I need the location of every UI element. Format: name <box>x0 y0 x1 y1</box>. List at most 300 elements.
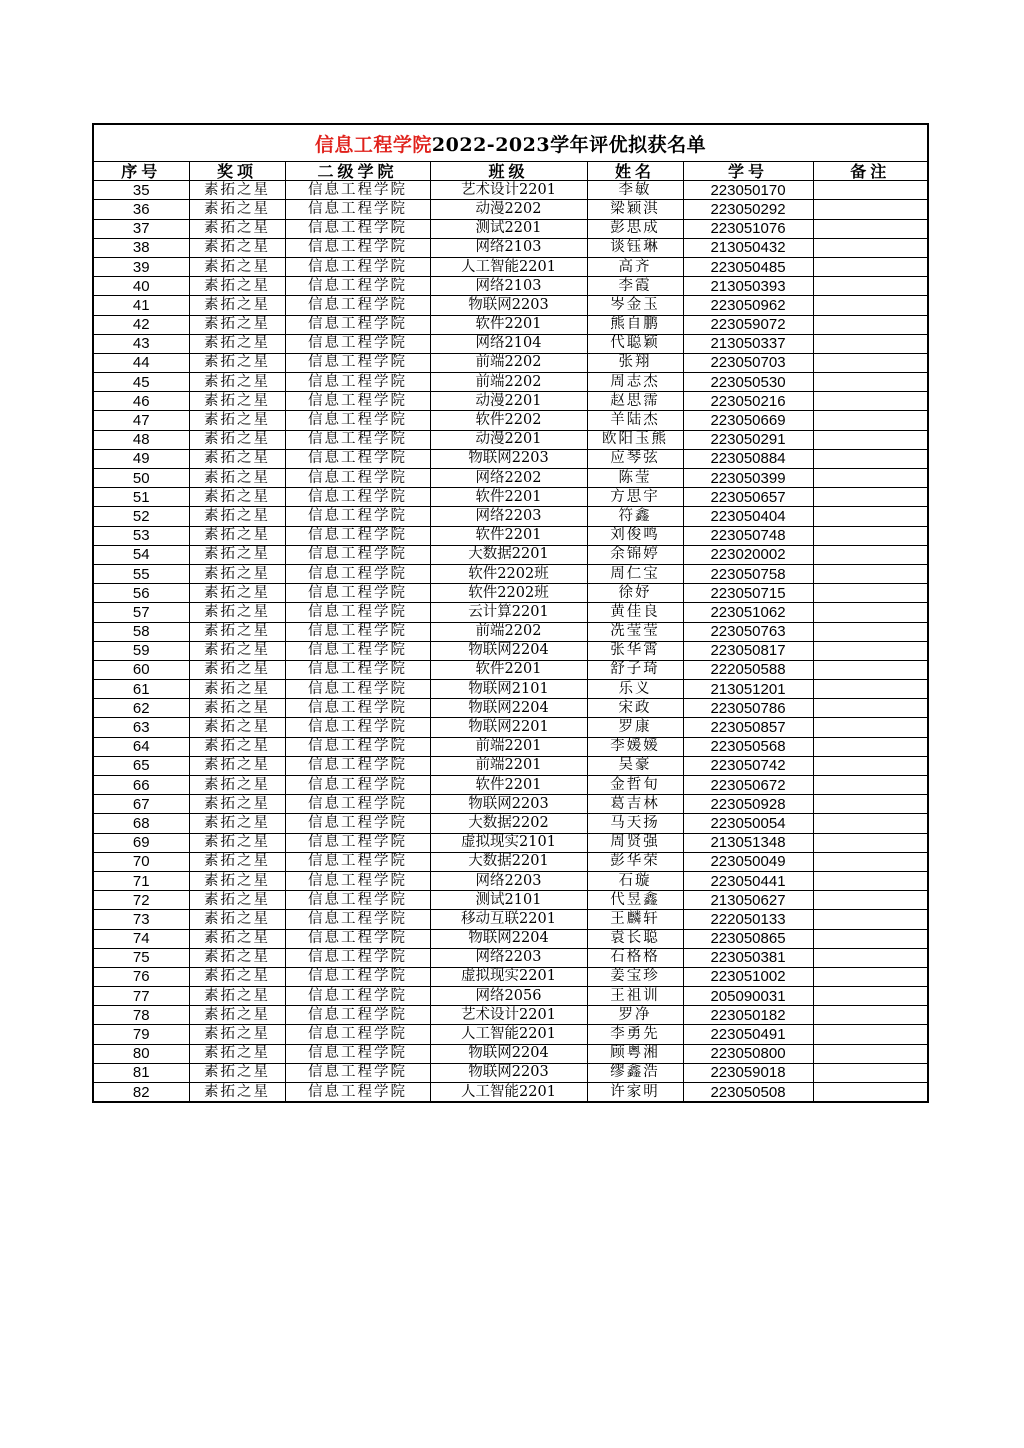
cell-name: 代聪颖 <box>587 334 683 353</box>
cell-college: 信息工程学院 <box>285 814 430 833</box>
table-row <box>94 795 927 814</box>
cell-seq: 69 <box>94 833 189 852</box>
cell-seq: 81 <box>94 1063 189 1082</box>
cell-class: 人工智能2201 <box>430 257 587 276</box>
cell-award: 素拓之星 <box>189 545 285 564</box>
cell-name: 石格格 <box>587 948 683 967</box>
cell-award: 素拓之星 <box>189 449 285 468</box>
table-row <box>94 411 927 430</box>
table-row <box>94 238 927 257</box>
cell-student-id: 223059018 <box>683 1063 813 1082</box>
cell-remarks <box>813 353 927 372</box>
cell-student-id: 223050703 <box>683 353 813 372</box>
header-award: 奖项 <box>189 162 285 181</box>
cell-award: 素拓之星 <box>189 430 285 449</box>
cell-name: 许家明 <box>587 1083 683 1102</box>
cell-award: 素拓之星 <box>189 910 285 929</box>
cell-class: 大数据2201 <box>430 545 587 564</box>
table-row <box>94 469 927 488</box>
table-row <box>94 545 927 564</box>
cell-name: 赵思霈 <box>587 392 683 411</box>
cell-award: 素拓之星 <box>189 776 285 795</box>
cell-seq: 35 <box>94 181 189 200</box>
cell-student-id: 223050568 <box>683 737 813 756</box>
cell-student-id: 205090031 <box>683 987 813 1006</box>
table-row <box>94 871 927 890</box>
cell-seq: 70 <box>94 852 189 871</box>
cell-remarks <box>813 564 927 583</box>
cell-remarks <box>813 238 927 257</box>
cell-remarks <box>813 641 927 660</box>
cell-seq: 66 <box>94 776 189 795</box>
cell-remarks <box>813 219 927 238</box>
cell-remarks <box>813 833 927 852</box>
cell-remarks <box>813 948 927 967</box>
cell-award: 素拓之星 <box>189 680 285 699</box>
cell-remarks <box>813 603 927 622</box>
cell-award: 素拓之星 <box>189 353 285 372</box>
cell-college: 信息工程学院 <box>285 910 430 929</box>
cell-name: 周仁宝 <box>587 564 683 583</box>
cell-remarks <box>813 756 927 775</box>
cell-award: 素拓之星 <box>189 987 285 1006</box>
cell-seq: 77 <box>94 987 189 1006</box>
table-row <box>94 737 927 756</box>
cell-name: 舒子琦 <box>587 660 683 679</box>
header-name: 姓名 <box>587 162 683 181</box>
cell-remarks <box>813 622 927 641</box>
cell-seq: 61 <box>94 680 189 699</box>
cell-name: 罗康 <box>587 718 683 737</box>
cell-student-id: 222050588 <box>683 660 813 679</box>
cell-remarks <box>813 181 927 200</box>
cell-student-id: 223050748 <box>683 526 813 545</box>
cell-college: 信息工程学院 <box>285 699 430 718</box>
cell-student-id: 223050491 <box>683 1025 813 1044</box>
cell-award: 素拓之星 <box>189 622 285 641</box>
cell-college: 信息工程学院 <box>285 1083 430 1102</box>
cell-name: 徐妤 <box>587 584 683 603</box>
cell-name: 姜宝珍 <box>587 967 683 986</box>
cell-remarks <box>813 699 927 718</box>
cell-seq: 53 <box>94 526 189 545</box>
cell-seq: 79 <box>94 1025 189 1044</box>
cell-college: 信息工程学院 <box>285 737 430 756</box>
cell-name: 罗净 <box>587 1006 683 1025</box>
cell-student-id: 223050508 <box>683 1083 813 1102</box>
cell-college: 信息工程学院 <box>285 871 430 890</box>
cell-class: 前端2201 <box>430 737 587 756</box>
cell-seq: 74 <box>94 929 189 948</box>
cell-award: 素拓之星 <box>189 1044 285 1063</box>
cell-class: 物联网2203 <box>430 296 587 315</box>
title-college: 信息工程学院 <box>314 133 432 156</box>
table-row <box>94 430 927 449</box>
cell-remarks <box>813 967 927 986</box>
cell-remarks <box>813 1063 927 1082</box>
cell-name: 李勇先 <box>587 1025 683 1044</box>
cell-seq: 72 <box>94 891 189 910</box>
cell-student-id: 213050337 <box>683 334 813 353</box>
table-row <box>94 929 927 948</box>
cell-student-id: 223050170 <box>683 181 813 200</box>
cell-college: 信息工程学院 <box>285 200 430 219</box>
cell-class: 软件2202 <box>430 411 587 430</box>
cell-award: 素拓之星 <box>189 1006 285 1025</box>
cell-name: 李敏 <box>587 181 683 200</box>
cell-remarks <box>813 469 927 488</box>
cell-class: 人工智能2201 <box>430 1025 587 1044</box>
cell-college: 信息工程学院 <box>285 1006 430 1025</box>
cell-college: 信息工程学院 <box>285 296 430 315</box>
cell-college: 信息工程学院 <box>285 411 430 430</box>
cell-college: 信息工程学院 <box>285 622 430 641</box>
cell-seq: 56 <box>94 584 189 603</box>
cell-class: 大数据2201 <box>430 852 587 871</box>
cell-class: 艺术设计2201 <box>430 181 587 200</box>
cell-college: 信息工程学院 <box>285 315 430 334</box>
table-row <box>94 660 927 679</box>
cell-award: 素拓之星 <box>189 296 285 315</box>
cell-remarks <box>813 373 927 392</box>
cell-remarks <box>813 200 927 219</box>
cell-class: 软件2201 <box>430 526 587 545</box>
cell-award: 素拓之星 <box>189 737 285 756</box>
cell-class: 物联网2204 <box>430 1044 587 1063</box>
cell-college: 信息工程学院 <box>285 277 430 296</box>
cell-remarks <box>813 315 927 334</box>
table-row <box>94 680 927 699</box>
cell-student-id: 222050133 <box>683 910 813 929</box>
cell-college: 信息工程学院 <box>285 756 430 775</box>
table-row <box>94 584 927 603</box>
cell-seq: 42 <box>94 315 189 334</box>
cell-class: 测试2101 <box>430 891 587 910</box>
cell-award: 素拓之星 <box>189 392 285 411</box>
cell-award: 素拓之星 <box>189 373 285 392</box>
cell-college: 信息工程学院 <box>285 545 430 564</box>
cell-class: 网络2056 <box>430 987 587 1006</box>
cell-name: 代昱鑫 <box>587 891 683 910</box>
cell-seq: 51 <box>94 488 189 507</box>
cell-college: 信息工程学院 <box>285 852 430 871</box>
cell-class: 网络2103 <box>430 238 587 257</box>
cell-remarks <box>813 718 927 737</box>
cell-student-id: 223050742 <box>683 756 813 775</box>
cell-award: 素拓之星 <box>189 564 285 583</box>
cell-remarks <box>813 257 927 276</box>
cell-name: 岑金玉 <box>587 296 683 315</box>
cell-award: 素拓之星 <box>189 795 285 814</box>
cell-college: 信息工程学院 <box>285 488 430 507</box>
cell-student-id: 213051201 <box>683 680 813 699</box>
cell-class: 动漫2201 <box>430 430 587 449</box>
cell-name: 袁长聪 <box>587 929 683 948</box>
cell-award: 素拓之星 <box>189 488 285 507</box>
table-row <box>94 948 927 967</box>
cell-award: 素拓之星 <box>189 277 285 296</box>
table-row <box>94 488 927 507</box>
cell-award: 素拓之星 <box>189 411 285 430</box>
cell-name: 吴豪 <box>587 756 683 775</box>
cell-college: 信息工程学院 <box>285 603 430 622</box>
cell-remarks <box>813 507 927 526</box>
cell-award: 素拓之星 <box>189 219 285 238</box>
cell-name: 彭华荣 <box>587 852 683 871</box>
table-row <box>94 564 927 583</box>
cell-seq: 38 <box>94 238 189 257</box>
cell-award: 素拓之星 <box>189 756 285 775</box>
cell-remarks <box>813 411 927 430</box>
cell-remarks <box>813 987 927 1006</box>
cell-student-id: 223050292 <box>683 200 813 219</box>
cell-student-id: 223051002 <box>683 967 813 986</box>
table-row <box>94 219 927 238</box>
cell-name: 黄佳良 <box>587 603 683 622</box>
cell-student-id: 223020002 <box>683 545 813 564</box>
cell-seq: 45 <box>94 373 189 392</box>
table-row <box>94 526 927 545</box>
cell-seq: 62 <box>94 699 189 718</box>
cell-name: 缪鑫浩 <box>587 1063 683 1082</box>
cell-seq: 64 <box>94 737 189 756</box>
cell-seq: 65 <box>94 756 189 775</box>
cell-remarks <box>813 584 927 603</box>
table-row <box>94 603 927 622</box>
cell-name: 冼莹莹 <box>587 622 683 641</box>
table-body <box>94 181 927 1102</box>
award-table <box>94 162 927 1101</box>
cell-name: 金哲旬 <box>587 776 683 795</box>
page-title <box>94 125 927 162</box>
cell-college: 信息工程学院 <box>285 948 430 967</box>
cell-class: 物联网2101 <box>430 680 587 699</box>
cell-award: 素拓之星 <box>189 315 285 334</box>
table-row <box>94 507 927 526</box>
cell-award: 素拓之星 <box>189 929 285 948</box>
cell-name: 方思宇 <box>587 488 683 507</box>
cell-college: 信息工程学院 <box>285 507 430 526</box>
cell-seq: 37 <box>94 219 189 238</box>
cell-class: 物联网2201 <box>430 718 587 737</box>
cell-name: 羊陆杰 <box>587 411 683 430</box>
cell-award: 素拓之星 <box>189 699 285 718</box>
cell-seq: 63 <box>94 718 189 737</box>
cell-student-id: 223059072 <box>683 315 813 334</box>
table-row <box>94 392 927 411</box>
cell-class: 前端2202 <box>430 373 587 392</box>
cell-remarks <box>813 526 927 545</box>
cell-remarks <box>813 1083 927 1102</box>
table-row <box>94 699 927 718</box>
cell-remarks <box>813 929 927 948</box>
cell-college: 信息工程学院 <box>285 181 430 200</box>
header-student-id: 学号 <box>683 162 813 181</box>
table-row <box>94 718 927 737</box>
table-row <box>94 641 927 660</box>
cell-class: 动漫2201 <box>430 392 587 411</box>
cell-college: 信息工程学院 <box>285 718 430 737</box>
cell-college: 信息工程学院 <box>285 967 430 986</box>
cell-remarks <box>813 910 927 929</box>
cell-class: 虚拟现实2201 <box>430 967 587 986</box>
cell-seq: 73 <box>94 910 189 929</box>
cell-award: 素拓之星 <box>189 718 285 737</box>
cell-college: 信息工程学院 <box>285 660 430 679</box>
table-row <box>94 967 927 986</box>
cell-student-id: 223050672 <box>683 776 813 795</box>
cell-award: 素拓之星 <box>189 334 285 353</box>
cell-class: 软件2201 <box>430 315 587 334</box>
cell-student-id: 213051348 <box>683 833 813 852</box>
header-seq: 序号 <box>94 162 189 181</box>
cell-name: 王祖训 <box>587 987 683 1006</box>
table-row <box>94 334 927 353</box>
cell-name: 刘俊鸣 <box>587 526 683 545</box>
cell-college: 信息工程学院 <box>285 430 430 449</box>
table-row <box>94 200 927 219</box>
cell-seq: 39 <box>94 257 189 276</box>
cell-college: 信息工程学院 <box>285 776 430 795</box>
table-row <box>94 353 927 372</box>
cell-class: 物联网2203 <box>430 795 587 814</box>
cell-award: 素拓之星 <box>189 507 285 526</box>
cell-student-id: 223051076 <box>683 219 813 238</box>
cell-student-id: 223050485 <box>683 257 813 276</box>
header-class: 班级 <box>430 162 587 181</box>
cell-name: 符鑫 <box>587 507 683 526</box>
cell-award: 素拓之星 <box>189 967 285 986</box>
cell-name: 高齐 <box>587 257 683 276</box>
table-row <box>94 891 927 910</box>
cell-name: 谈钰琳 <box>587 238 683 257</box>
cell-name: 王麟轩 <box>587 910 683 929</box>
cell-college: 信息工程学院 <box>285 449 430 468</box>
cell-college: 信息工程学院 <box>285 334 430 353</box>
cell-award: 素拓之星 <box>189 584 285 603</box>
award-list-sheet <box>92 123 929 1103</box>
cell-college: 信息工程学院 <box>285 833 430 852</box>
cell-award: 素拓之星 <box>189 200 285 219</box>
cell-seq: 76 <box>94 967 189 986</box>
cell-student-id: 223050182 <box>683 1006 813 1025</box>
cell-seq: 75 <box>94 948 189 967</box>
cell-name: 顾粤湘 <box>587 1044 683 1063</box>
cell-name: 乐义 <box>587 680 683 699</box>
cell-student-id: 223050657 <box>683 488 813 507</box>
cell-class: 云计算2201 <box>430 603 587 622</box>
cell-class: 测试2201 <box>430 219 587 238</box>
cell-student-id: 223050669 <box>683 411 813 430</box>
cell-student-id: 223050530 <box>683 373 813 392</box>
cell-name: 梁颖淇 <box>587 200 683 219</box>
cell-name: 应琴弦 <box>587 449 683 468</box>
cell-award: 素拓之星 <box>189 181 285 200</box>
cell-remarks <box>813 545 927 564</box>
title-list-name: 2022-2023学年评优拟获名单 <box>431 133 707 156</box>
cell-class: 人工智能2201 <box>430 1083 587 1102</box>
table-row <box>94 449 927 468</box>
cell-class: 动漫2202 <box>430 200 587 219</box>
cell-student-id: 223050216 <box>683 392 813 411</box>
cell-remarks <box>813 1025 927 1044</box>
table-row <box>94 1006 927 1025</box>
cell-class: 物联网2204 <box>430 929 587 948</box>
cell-seq: 41 <box>94 296 189 315</box>
cell-class: 艺术设计2201 <box>430 1006 587 1025</box>
cell-remarks <box>813 296 927 315</box>
cell-seq: 55 <box>94 564 189 583</box>
cell-remarks <box>813 449 927 468</box>
table-row <box>94 257 927 276</box>
cell-award: 素拓之星 <box>189 660 285 679</box>
table-row <box>94 833 927 852</box>
cell-student-id: 223050857 <box>683 718 813 737</box>
cell-seq: 44 <box>94 353 189 372</box>
cell-award: 素拓之星 <box>189 814 285 833</box>
table-row <box>94 373 927 392</box>
cell-name: 宋政 <box>587 699 683 718</box>
cell-college: 信息工程学院 <box>285 680 430 699</box>
cell-remarks <box>813 488 927 507</box>
table-row <box>94 852 927 871</box>
cell-student-id: 223051062 <box>683 603 813 622</box>
cell-seq: 71 <box>94 871 189 890</box>
cell-class: 网络2203 <box>430 948 587 967</box>
cell-seq: 40 <box>94 277 189 296</box>
table-header-row <box>94 162 927 181</box>
cell-seq: 46 <box>94 392 189 411</box>
cell-student-id: 223050715 <box>683 584 813 603</box>
cell-student-id: 223050865 <box>683 929 813 948</box>
cell-award: 素拓之星 <box>189 871 285 890</box>
cell-award: 素拓之星 <box>189 603 285 622</box>
cell-student-id: 223050291 <box>683 430 813 449</box>
cell-name: 周贤强 <box>587 833 683 852</box>
table-row <box>94 814 927 833</box>
cell-college: 信息工程学院 <box>285 1044 430 1063</box>
cell-remarks <box>813 776 927 795</box>
table-row <box>94 987 927 1006</box>
table-row <box>94 756 927 775</box>
cell-class: 网络2203 <box>430 871 587 890</box>
cell-student-id: 223050962 <box>683 296 813 315</box>
cell-seq: 49 <box>94 449 189 468</box>
cell-student-id: 223050381 <box>683 948 813 967</box>
cell-class: 软件2201 <box>430 776 587 795</box>
cell-class: 软件2202班 <box>430 564 587 583</box>
cell-seq: 54 <box>94 545 189 564</box>
cell-remarks <box>813 871 927 890</box>
cell-name: 马天扬 <box>587 814 683 833</box>
table-row <box>94 1025 927 1044</box>
cell-remarks <box>813 277 927 296</box>
header-college: 二级学院 <box>285 162 430 181</box>
cell-name: 张翔 <box>587 353 683 372</box>
cell-seq: 59 <box>94 641 189 660</box>
table-row <box>94 296 927 315</box>
cell-class: 大数据2202 <box>430 814 587 833</box>
cell-college: 信息工程学院 <box>285 392 430 411</box>
table-row <box>94 1083 927 1102</box>
cell-student-id: 223050800 <box>683 1044 813 1063</box>
cell-class: 软件2201 <box>430 488 587 507</box>
cell-seq: 58 <box>94 622 189 641</box>
cell-class: 网络2202 <box>430 469 587 488</box>
cell-award: 素拓之星 <box>189 1083 285 1102</box>
cell-college: 信息工程学院 <box>285 257 430 276</box>
cell-name: 欧阳玉熊 <box>587 430 683 449</box>
